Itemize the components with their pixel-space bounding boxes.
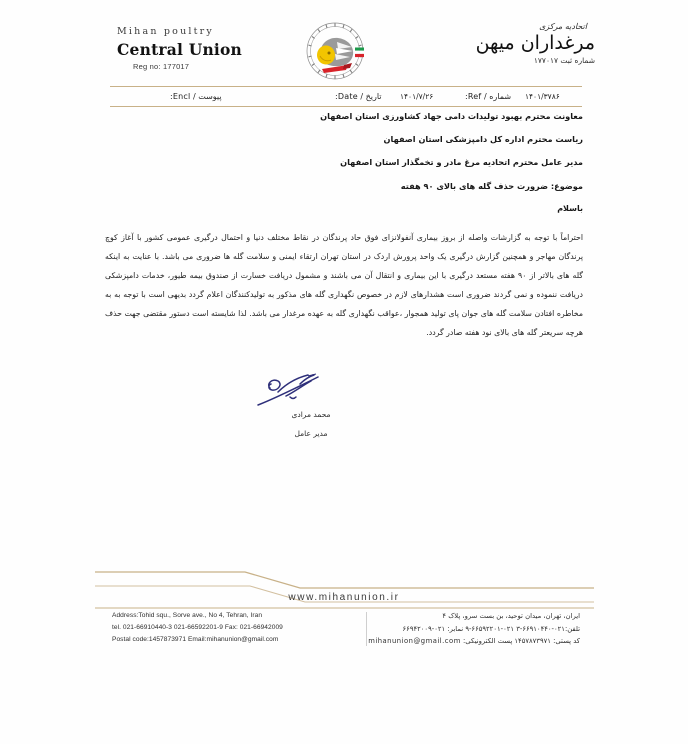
brand-persian [425, 22, 595, 65]
subject-line: موضوع: ضرورت حذف گله های بالای ۹۰ هفته [400, 180, 583, 191]
footer-en-line-1: Address:Tohid squ., Sorve ave., No 4, Tehran, Iran [112, 612, 263, 619]
brand-en-main: Central Union [117, 40, 243, 59]
ref-label: شماره / Ref: [465, 92, 512, 101]
header-divider-top [110, 86, 582, 87]
date-value: ۱۴۰۱/۷/۲۶ [400, 92, 434, 101]
footer-fa-line-1: ایران، تهران، میدان توحید، بن بست سرو، پلاک ۴ [442, 612, 580, 620]
footer-contact-columns [0, 610, 688, 660]
letterhead-footer [0, 568, 688, 668]
poultry-union-emblem-icon [300, 20, 370, 86]
reg-no-fa: شماره ثبت ۱۷۷۰۱۷ [533, 56, 595, 65]
footer-fa-line-3: کد پستی: ۱۴۵۷۸۷۳۹۷۱ پست الکترونیکی: mihanunion@gmail.com [368, 637, 580, 646]
body-paragraph: احتراماً با توجه به گزارشات واصله از بروز بیماری آنفولانزای فوق حاد پرندگان در نقاط مختلف دنیا و احتمال درگیری عمومی کشور با آغاز کوچ پرندگان مهاجر و همچنین گزارش درگیری یک واحد پرورش اردک در استان تهران ارتقاء ایمنی و سلامت گله ها ضروری می باشد. با عنایت به اینکه گله های بالاتر از ۹۰ هفته مستعد درگیری با این بیماری و انتقال آن می باشند و مشمول دریافت خسارت از صندوق بیمه طیور، خدمات دامپزشکی دریافت ننموده و نمی گردند ضروری است هشدارهای لازم در خصوص نگهداری گله های مذکور به تولیدکنندگان اعلام گردد بدیهی است با توجه به به مخاطره افتادن سلامت گله های جوان پای تولید همجوار ،عواقب نگهداری گله به عهده مرغدار می باشد. لذا شایسته است دستور مقتضی جهت حذف هرچه سریعتر گله های بالای نود هفته صادر گردد. [105, 233, 584, 338]
footer-website[interactable]: www.mihanunion.ir [288, 592, 400, 603]
signatory-name: محمد مرادی [291, 410, 331, 419]
signatory-title: مدیر عامل [294, 429, 328, 438]
date-label: تاریخ / Date: [335, 92, 382, 101]
brand-fa-small: اتحادیه مرکزی [539, 22, 587, 31]
addressee-line-2: ریاست محترم اداره کل دامپزشکی استان اصفهان [383, 133, 583, 144]
reg-no-en: Reg no: 177017 [133, 62, 190, 71]
footer-address-persian [325, 610, 580, 648]
addressee-line-1: معاونت محترم بهبود تولیدات دامی جهاد کشاورزی استان اصفهان [320, 111, 583, 121]
footer-en-line-3: Postal code:1457873971 Email:mihanunion@gmail.com [112, 636, 279, 644]
footer-en-line-2: tel. 021-66910440-3 021-66592201-9 Fax: 021-66942009 [112, 624, 283, 632]
brand-en-small: Mihan poultry [117, 26, 214, 37]
brand-english [117, 26, 242, 71]
addressee-line-3: مدیر عامل محترم اتحادیه مرغ مادر و تخمگذار استان اصفهان [340, 156, 583, 167]
encl-label: پیوست / Encl: [170, 92, 222, 101]
letter-meta-row [110, 88, 582, 106]
greeting-line: باسلام [557, 204, 583, 213]
addressee-block [143, 112, 583, 191]
letterhead-header [95, 18, 595, 88]
footer-decorative-lines [0, 568, 688, 614]
brand-fa-main: مرغداران میهن [475, 32, 595, 54]
handwritten-signature-icon [256, 372, 366, 408]
letter-body [105, 228, 583, 343]
header-divider-bottom [110, 106, 582, 107]
signature-block [236, 372, 386, 438]
footer-fa-line-2: تلفن:۰۲۱-۶۶۹۱۰۴۴۰-۳ ۰۲۱-۶۶۵۹۲۲۰۱-۹ نمابر: ۰۲۱-۶۶۹۴۲۰۰۹ [402, 624, 580, 633]
ref-value: ۱۴۰۱/۳۷۸۶ [525, 92, 560, 101]
